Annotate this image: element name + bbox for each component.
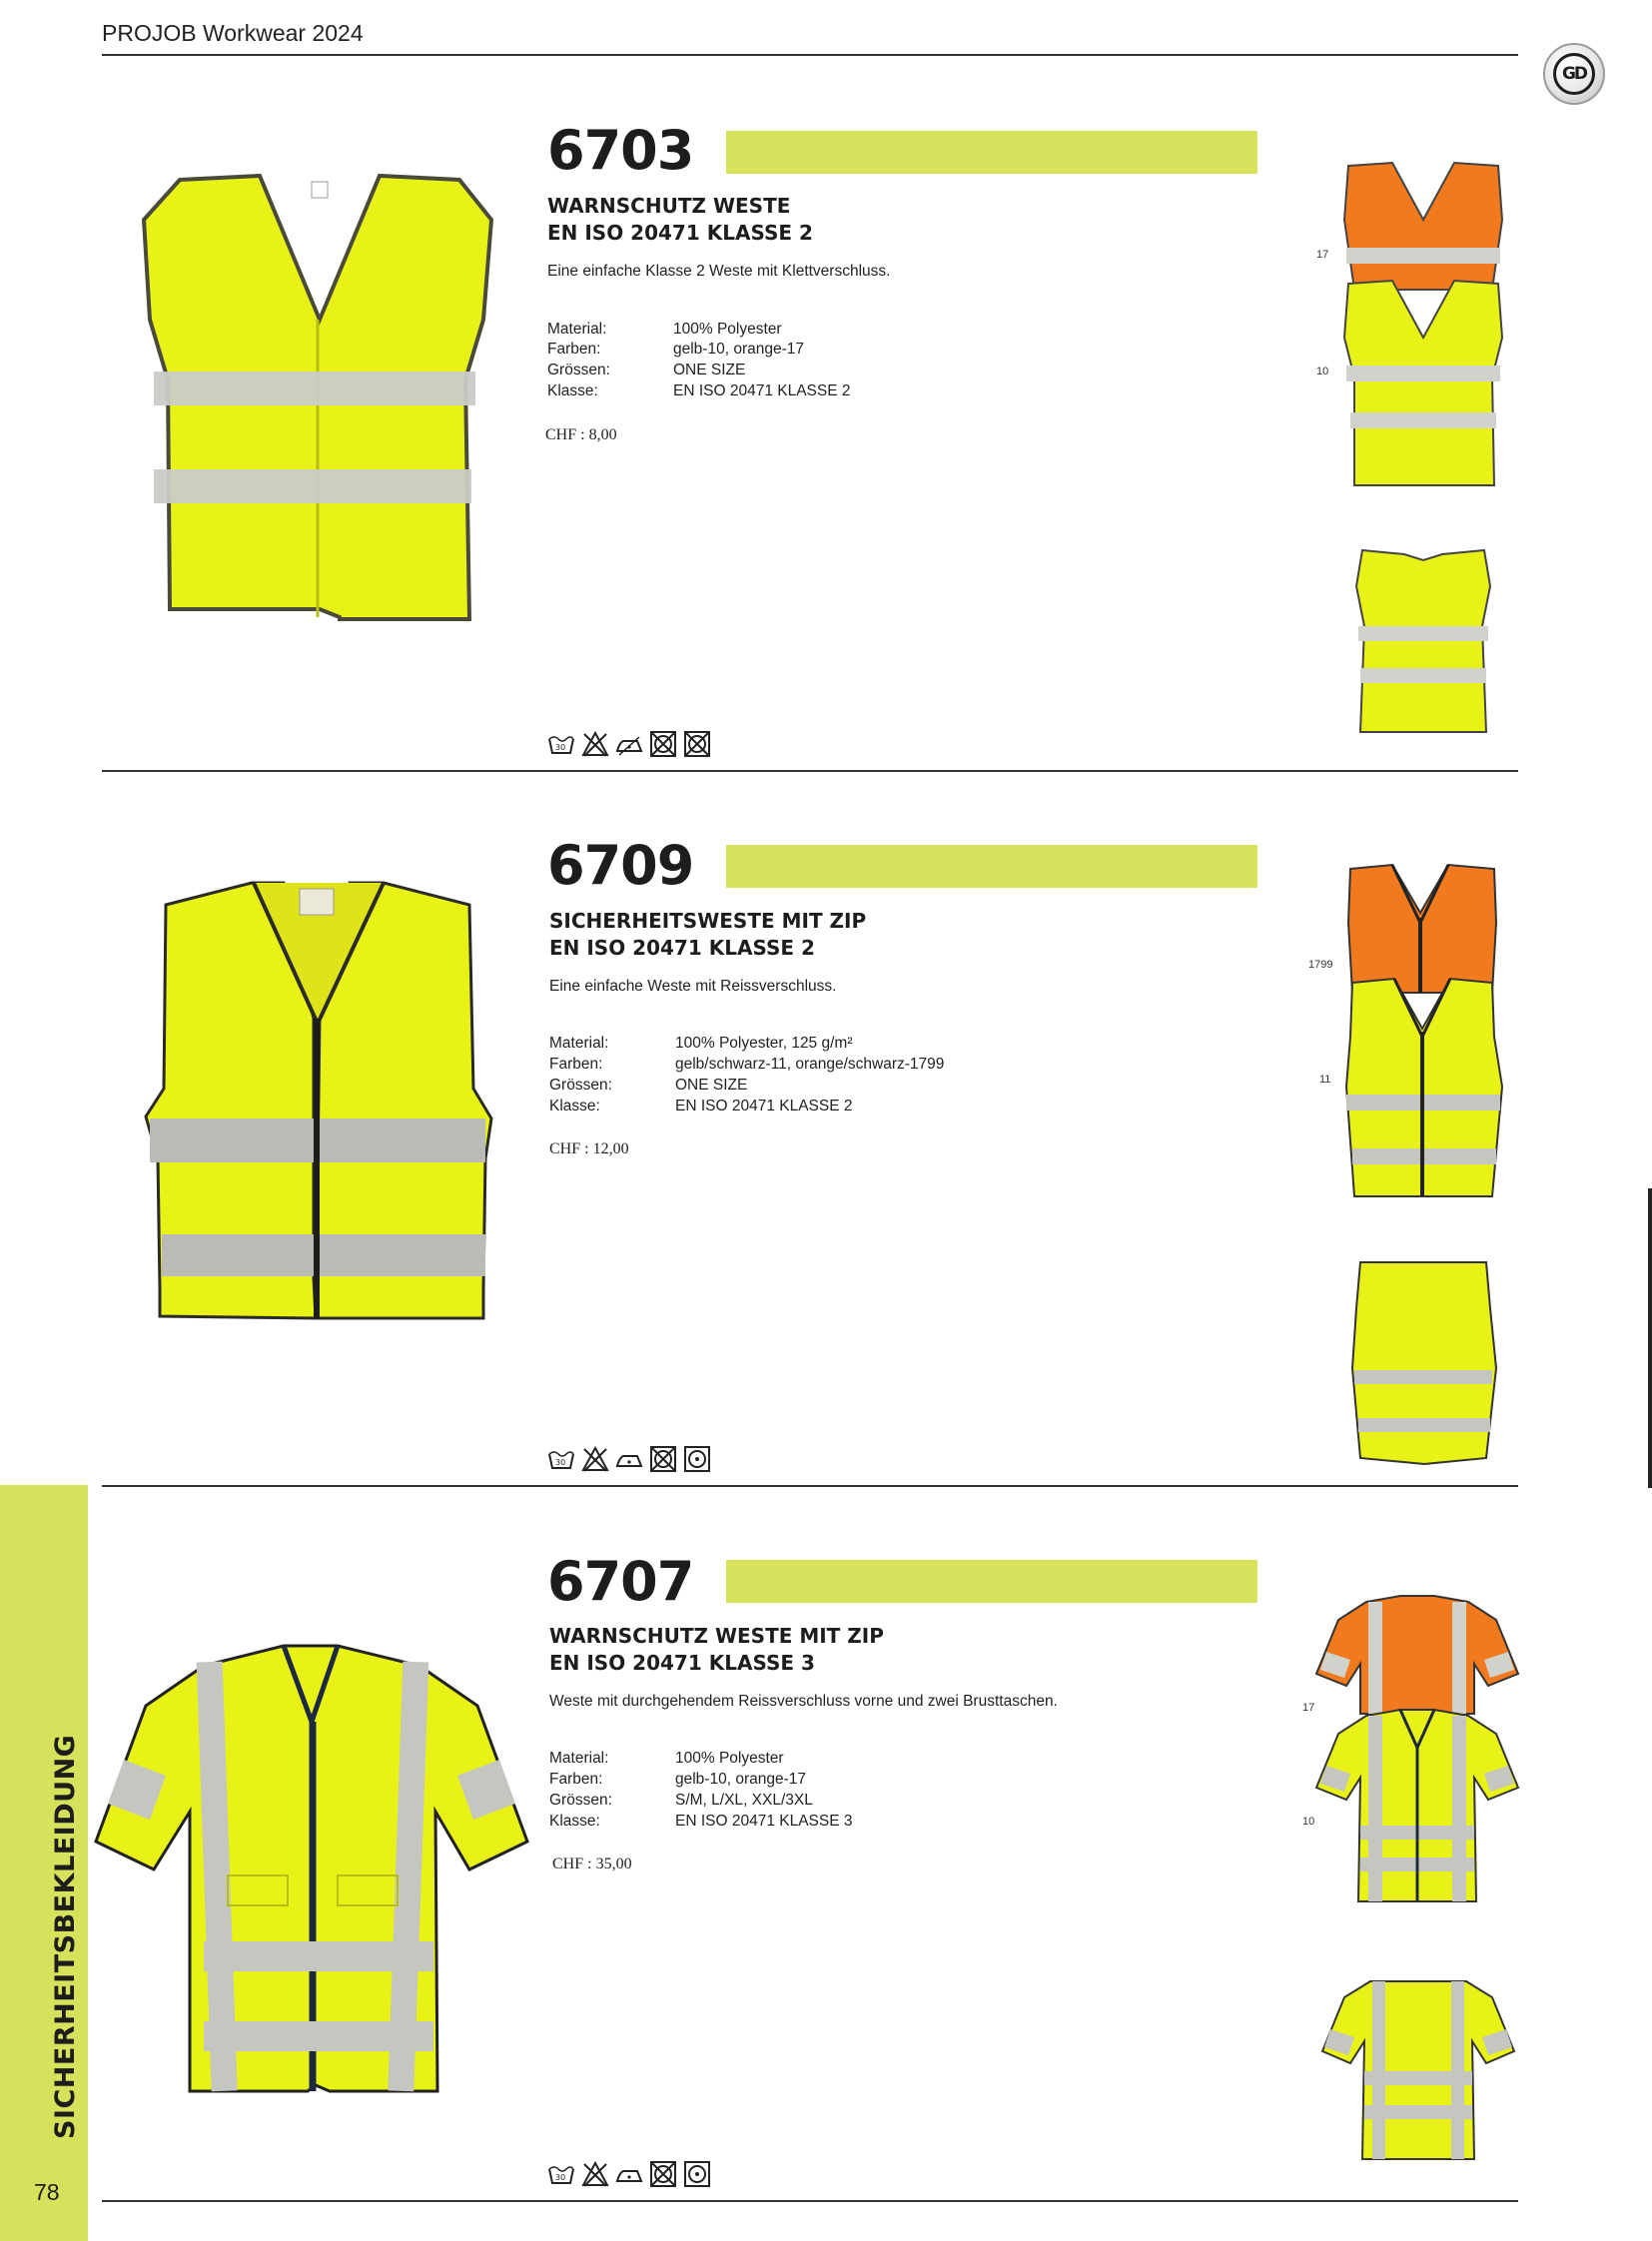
product-title-line1: SICHERHEITSWESTE MIT ZIP (549, 909, 867, 933)
product-accent-bar (726, 1560, 1257, 1603)
variant-image-back (1320, 1975, 1516, 2163)
spec-value: gelb-10, orange-17 (673, 341, 804, 358)
section-divider (102, 1485, 1518, 1487)
no-tumble-dry-icon (649, 731, 677, 757)
product-image-vest-sleeves-yellow (94, 1642, 529, 2095)
color-code-label: 10 (1302, 1816, 1315, 1828)
no-bleach-icon (581, 1446, 609, 1472)
section-divider (102, 2200, 1518, 2202)
no-tumble-dry-icon (649, 1446, 677, 1472)
no-tumble-dry-icon (649, 2161, 677, 2187)
spec-value: EN ISO 20471 KLASSE 2 (673, 382, 851, 399)
product-title-line1: WARNSCHUTZ WESTE MIT ZIP (549, 1624, 884, 1648)
spec-value: EN ISO 20471 KLASSE 3 (675, 1813, 853, 1830)
wash-30-icon (547, 1446, 575, 1472)
color-code-label: 10 (1316, 366, 1329, 377)
page-number: 78 (34, 2179, 60, 2205)
variant-image-orange (1342, 160, 1504, 290)
svg-text:30: 30 (555, 743, 566, 752)
iron-low-icon (615, 1446, 643, 1472)
product-description: Eine einfache Klasse 2 Weste mit Klettverschluss. (547, 263, 891, 280)
dry-clean-p-icon (683, 1446, 711, 1472)
product-image-vest-zip-yellow (144, 879, 489, 1344)
product-title (547, 193, 813, 247)
spec-value: gelb/schwarz-11, orange/schwarz-1799 (675, 1056, 945, 1073)
catalog-title: PROJOB Workwear 2024 (102, 20, 364, 46)
wash-30-icon (547, 731, 575, 757)
svg-text:30: 30 (555, 2173, 566, 2182)
spec-value: EN ISO 20471 KLASSE 2 (675, 1098, 853, 1115)
variant-image-orange (1344, 863, 1500, 993)
variant-image-back (1354, 546, 1492, 738)
product-image-vest-yellow (140, 170, 499, 639)
spec-value: ONE SIZE (675, 1077, 748, 1094)
product-price: CHF : 8,00 (545, 426, 617, 443)
variant-image-yellow (1342, 977, 1504, 1202)
variant-image-yellow (1314, 1708, 1520, 1905)
variant-image-orange (1314, 1594, 1520, 1714)
product-accent-bar (726, 131, 1257, 174)
category-label: SICHERHEITSBEKLEIDUNG (50, 1734, 81, 2139)
spec-label: Material: (547, 321, 607, 338)
product-title-line2: EN ISO 20471 KLASSE 2 (547, 221, 813, 245)
no-dry-clean-icon (683, 731, 711, 757)
spec-label: Klasse: (547, 382, 598, 399)
spec-label: Grössen: (549, 1077, 612, 1094)
dry-clean-p-icon (683, 2161, 711, 2187)
spec-label: Farben: (549, 1771, 603, 1788)
product-number: 6703 (547, 119, 694, 182)
color-code-label: 17 (1316, 249, 1329, 261)
product-accent-bar (726, 845, 1257, 888)
page-edge-marker (1648, 1188, 1652, 1488)
care-symbols (547, 731, 711, 757)
spec-value: 100% Polyester (673, 321, 782, 338)
variant-image-yellow (1342, 278, 1504, 489)
no-bleach-icon (581, 2161, 609, 2187)
color-code-label: 1799 (1308, 959, 1333, 971)
color-code-label: 11 (1319, 1074, 1331, 1086)
wash-30-icon (547, 2161, 575, 2187)
brand-logo (1543, 43, 1605, 105)
spec-label: Klasse: (549, 1813, 600, 1830)
spec-value: ONE SIZE (673, 362, 746, 378)
spec-label: Grössen: (549, 1792, 612, 1809)
brand-logo-mark: GD (1553, 53, 1595, 95)
spec-label: Farben: (549, 1056, 603, 1073)
header-divider (102, 54, 1518, 56)
spec-label: Grössen: (547, 362, 610, 378)
product-price: CHF : 12,00 (549, 1140, 629, 1157)
variant-image-back (1350, 1258, 1496, 1464)
spec-value: 100% Polyester (675, 1750, 784, 1767)
spec-label: Farben: (547, 341, 601, 358)
product-number: 6707 (547, 1550, 694, 1613)
iron-low-icon (615, 731, 643, 757)
product-title-line1: WARNSCHUTZ WESTE (547, 194, 791, 218)
product-number: 6709 (547, 834, 694, 897)
product-title-line2: EN ISO 20471 KLASSE 3 (549, 1651, 815, 1675)
iron-low-icon (615, 2161, 643, 2187)
no-bleach-icon (581, 731, 609, 757)
spec-value: S/M, L/XL, XXL/3XL (675, 1792, 813, 1809)
color-code-label: 17 (1302, 1702, 1315, 1714)
svg-text:30: 30 (555, 1458, 566, 1467)
product-title-line2: EN ISO 20471 KLASSE 2 (549, 936, 815, 960)
product-description: Weste mit durchgehendem Reissverschluss vorne und zwei Brusttaschen. (549, 1693, 1058, 1710)
product-title (549, 908, 866, 962)
section-divider (102, 770, 1518, 772)
spec-value: 100% Polyester, 125 g/m² (675, 1035, 853, 1052)
product-title (549, 1623, 884, 1677)
spec-label: Klasse: (549, 1098, 600, 1115)
spec-label: Material: (549, 1750, 609, 1767)
spec-label: Material: (549, 1035, 609, 1052)
product-description: Eine einfache Weste mit Reissverschluss. (549, 978, 837, 995)
care-symbols (547, 1446, 711, 1472)
product-price: CHF : 35,00 (552, 1856, 632, 1872)
care-symbols (547, 2161, 711, 2187)
spec-value: gelb-10, orange-17 (675, 1771, 806, 1788)
